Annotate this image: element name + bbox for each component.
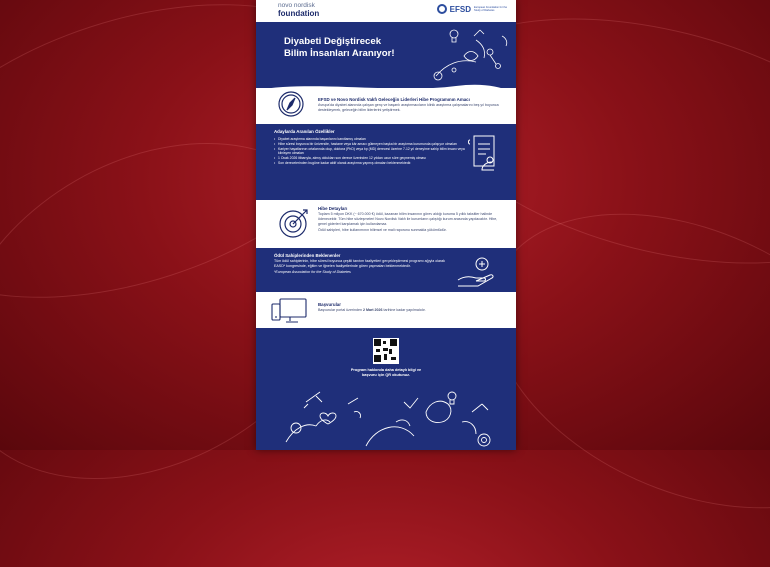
- program-section: [256, 88, 516, 124]
- certificate-icon: [466, 132, 504, 174]
- list-item: • Kariyer hayatlarının ortalarında olup, doktora (PhD) veya tıp (MD) derecesi üzerine 7-12 yıl deneyime sahip bilim insanı veya klinisyen olmaları: [274, 147, 466, 157]
- qr-code[interactable]: [373, 338, 399, 364]
- poster-header: [256, 0, 516, 22]
- apply-text-before: Başvurular portal üzerinden: [318, 308, 363, 312]
- hand-plus-icon: [456, 254, 502, 288]
- compass-icon: [276, 89, 306, 119]
- expectations-text: Tüm ödül sahiplerinin, hibe süresi boyunca çeşitli tanıtım faaliyetleri gerçekleştirmesi programı ağıyla olarak EASD* kongresinde, eğitim ve iğnelen faaliyetlerinde görev yapmaları beklenmektedir.: [274, 259, 445, 268]
- grant-poster: [256, 0, 516, 450]
- hero-title-line1: Diyabeti Değiştirecek: [284, 36, 382, 47]
- hero-title-line2: Bilim İnsanları Aranıyor!: [284, 48, 395, 59]
- grant-heading: Hibe Detayları: [318, 206, 348, 211]
- apply-text-after: tarihine kadar yapılmalıdır.: [382, 308, 426, 312]
- program-heading: EFSD ve Novo Nordisk Vakfı Geleceğin Liderleri Hibe Programının Amacı: [318, 97, 470, 102]
- apply-heading: Başvurular: [318, 302, 341, 307]
- apply-text: [318, 308, 506, 313]
- efsd-ring-icon: [437, 4, 447, 14]
- target-icon: [276, 205, 312, 241]
- list-item: • Son derecelerinden bugüne kadar aktif olarak araştırma yapmış olmaları beklenmektedir.: [274, 161, 466, 166]
- list-item: • Hibe süresi boyunca bir üniversite, hastane veya kâr amacı gütmeyen başka bir araştırma kurumunda çalışıyor olmaları: [274, 142, 466, 147]
- computer-icon: [270, 296, 310, 326]
- efsd-name: EFSD: [449, 4, 471, 14]
- expectations-footnote: *European Association for the Study of Diabetes: [274, 270, 351, 274]
- expectations-heading: Ödül Sahiplerinden Beklenenler: [274, 253, 341, 258]
- expectations-section: [256, 248, 516, 292]
- hero-title: [284, 36, 395, 60]
- candidates-heading: Adaylarda Aranılan Özellikler: [274, 129, 335, 134]
- grant-section: [256, 200, 516, 248]
- list-item: • Diyabet araştırma alanında başarılarını kanıtlamış olmaları: [274, 137, 466, 142]
- grant-note: Ödül sahipleri, hibe kullanımının bilimsel ve mali raporunu sunmakla yükümlüdür.: [318, 228, 447, 232]
- candidates-section: [256, 124, 516, 200]
- science-doodles-bottom-icon: [276, 382, 500, 450]
- grant-text: Toplam 5 milyon DKK (~ 670.000 €) ödül, kazanan bilim insanının görev aldığı kuruma 5 yıllık taksitler halinde ödenecektir. Tüm hibe sözleşmeleri Novo Nordisk Vakfı ile kurumların çalıştığı kurum arasında yapılacaktır. Hibe, genel giderleri karşılamak için kullanılamaz.: [318, 212, 498, 226]
- apply-section: [256, 292, 516, 328]
- apply-deadline: 2 Mart 2026: [362, 308, 383, 312]
- novo-nordisk-logo: [278, 2, 319, 18]
- efsd-logo: [437, 4, 508, 14]
- list-item: • 1 Ocak 2026 itibarıyla, almış oldukları son derece üzerinden 12 yıldan uzun süre geçmemiş olması: [274, 156, 466, 161]
- novo-logo-line1: novo nordisk: [278, 2, 315, 9]
- hero-banner: [256, 22, 516, 88]
- qr-caption-line2: başvuru için QR okutunuz.: [361, 373, 411, 377]
- science-doodles-icon: [424, 26, 512, 84]
- novo-logo-line2: foundation: [278, 9, 320, 18]
- program-text: Avrupa'da diyabet alanında çalışan genç ve başarılı araştırmacıların klinik araştırma çalışmalarını beş yıl boyunca destekleyerek, geleceğin bilim liderlerini yetiştirmek.: [318, 103, 499, 112]
- candidates-list: [274, 137, 466, 166]
- qr-caption-line1: Program hakkında daha detaylı bilgi ve: [350, 368, 422, 372]
- qr-caption: [326, 368, 446, 378]
- efsd-subtitle: European Foundation for the Study of Diabetes: [474, 5, 508, 12]
